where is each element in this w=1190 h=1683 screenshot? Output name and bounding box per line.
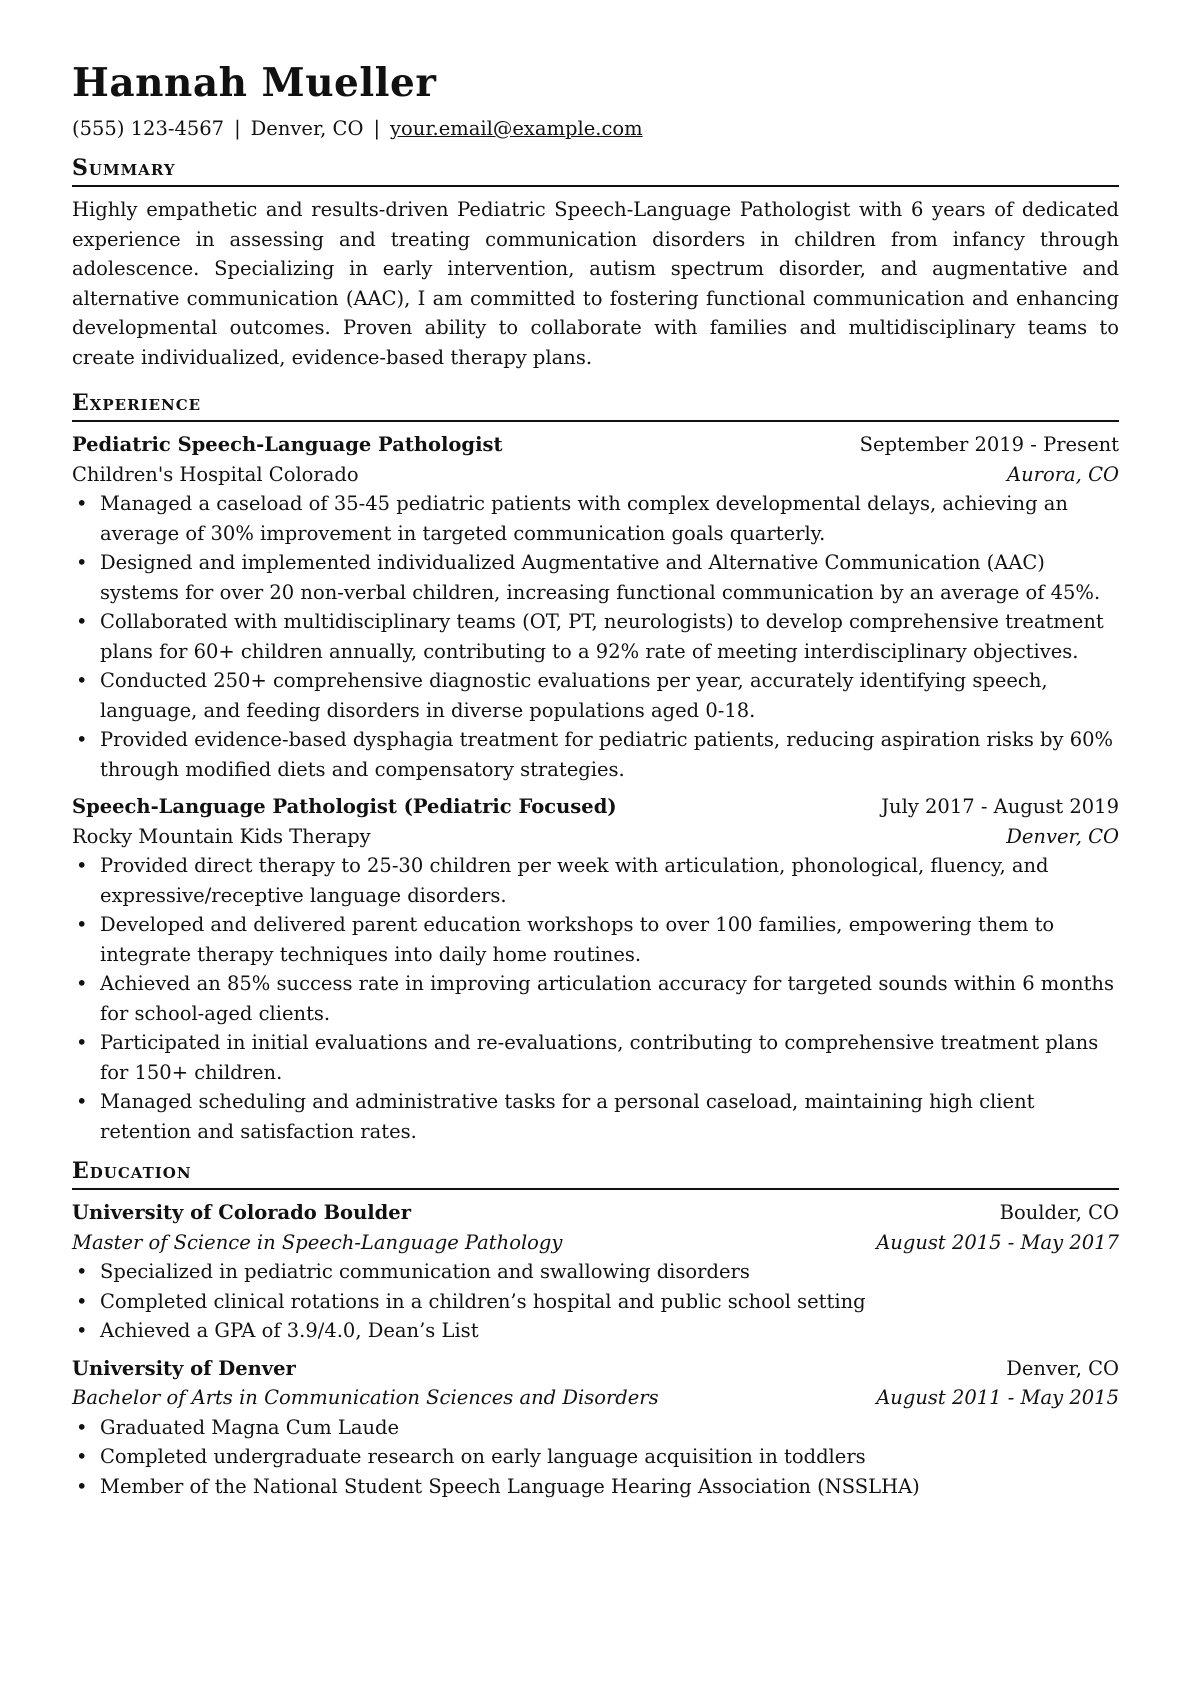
section-heading-experience: Experience <box>72 388 1119 422</box>
school-location: Boulder, CO <box>999 1201 1119 1224</box>
list-item: • Achieved a GPA of 3.9/4.0, Dean’s List <box>100 1316 1119 1346</box>
job-employer-row <box>72 460 1119 490</box>
education-entry <box>72 1198 1119 1346</box>
job-entry <box>72 430 1119 784</box>
list-item: • Provided direct therapy to 25-30 children per week with articulation, phonological, fluency, and expressive/receptive language disorders. <box>100 851 1119 910</box>
section-heading-summary: Summary <box>72 153 1119 187</box>
list-item: • Participated in initial evaluations and re-evaluations, contributing to comprehensive treatment plans for 150+ children. <box>100 1028 1119 1087</box>
section-heading-education: Education <box>72 1156 1119 1190</box>
school-header-row <box>72 1198 1119 1228</box>
phone-number: (555) 123-4567 <box>72 117 225 140</box>
contact-line <box>72 115 1119 143</box>
contact-separator: | <box>234 117 241 140</box>
list-item: • Managed scheduling and administrative tasks for a personal caseload, maintaining high client retention and satisfaction rates. <box>100 1087 1119 1146</box>
job-entry <box>72 792 1119 1146</box>
list-item: • Completed clinical rotations in a children’s hospital and public school setting <box>100 1287 1119 1317</box>
employer-name: Rocky Mountain Kids Therapy <box>72 824 371 848</box>
job-bullet-list <box>72 489 1119 784</box>
school-name: University of Denver <box>72 1356 296 1380</box>
list-item: • Developed and delivered parent education workshops to over 100 families, empowering them to integrate therapy techniques into daily home routines. <box>100 910 1119 969</box>
list-item: • Graduated Magna Cum Laude <box>100 1413 1119 1443</box>
job-bullet-list <box>72 851 1119 1146</box>
list-item: • Member of the National Student Speech Language Hearing Association (NSSLHA) <box>100 1472 1119 1502</box>
degree-name: Master of Science in Speech-Language Pathology <box>72 1230 563 1254</box>
education-section <box>72 1156 1119 1501</box>
degree-name: Bachelor of Arts in Communication Sciences and Disorders <box>72 1386 659 1409</box>
job-dates: September 2019 - Present <box>859 433 1119 456</box>
list-item: • Conducted 250+ comprehensive diagnostic evaluations per year, accurately identifying speech, language, and feeding disorders in diverse populations aged 0-18. <box>100 666 1119 725</box>
education-entry <box>72 1354 1119 1502</box>
school-name: University of Colorado Boulder <box>72 1201 411 1224</box>
job-dates: July 2017 - August 2019 <box>881 795 1119 818</box>
list-item: • Achieved an 85% success rate in improving articulation accuracy for targeted sounds within 6 months for school-aged clients. <box>100 969 1119 1028</box>
job-title: Pediatric Speech-Language Pathologist <box>72 433 503 456</box>
list-item: • Designed and implemented individualized Augmentative and Alternative Communication (AAC) systems for over 20 non-verbal children, increasing functional communication by an average of 45%. <box>100 548 1119 607</box>
degree-row <box>72 1383 1119 1413</box>
experience-section <box>72 388 1119 1146</box>
job-location: Aurora, CO <box>1007 462 1119 486</box>
list-item: • Specialized in pediatric communication and swallowing disorders <box>100 1257 1119 1287</box>
job-employer-row <box>72 822 1119 852</box>
job-header-row <box>72 792 1119 822</box>
job-location: Denver, CO <box>1006 824 1119 848</box>
degree-dates: August 2015 - May 2017 <box>876 1230 1119 1254</box>
candidate-name: Hannah Mueller <box>72 60 437 106</box>
education-bullet-list <box>72 1413 1119 1502</box>
list-item: • Completed undergraduate research on early language acquisition in toddlers <box>100 1442 1119 1472</box>
summary-section <box>72 153 1119 372</box>
contact-separator: | <box>373 117 381 140</box>
list-item: • Managed a caseload of 35-45 pediatric patients with complex developmental delays, achieving an average of 30% improvement in targeted communication goals quarterly. <box>100 489 1119 548</box>
job-header-row <box>72 430 1119 460</box>
job-title: Speech-Language Pathologist (Pediatric Focused) <box>72 795 617 818</box>
summary-text: Highly empathetic and results-driven Pediatric Speech-Language Pathologist with 6 years of dedicated experience in assessing and treating communication disorders in children from infancy through adolescence. Specializing in early intervention, autism spectrum disorder, and augmentative and alternative communication (AAC), I am committed to fostering functional communication and enhancing developmental outcomes. Proven ability to collaborate with families and multidisciplinary teams to create individualized, evidence-based therapy plans. <box>72 198 1119 369</box>
education-bullet-list <box>72 1257 1119 1346</box>
list-item: • Collaborated with multidisciplinary teams (OT, PT, neurologists) to develop comprehensive treatment plans for 60+ children annually, contributing to a 92% rate of meeting interdisciplinary objectives. <box>100 607 1119 666</box>
location: Denver, CO <box>250 117 364 140</box>
employer-name: Children's Hospital Colorado <box>72 462 359 486</box>
list-item: • Provided evidence-based dysphagia treatment for pediatric patients, reducing aspiration risks by 60% through modified diets and compensatory strategies. <box>100 725 1119 784</box>
degree-row <box>72 1228 1119 1258</box>
email-link[interactable]: your.email@example.com <box>390 117 643 140</box>
school-header-row <box>72 1354 1119 1384</box>
degree-dates: August 2011 - May 2015 <box>876 1386 1119 1409</box>
school-location: Denver, CO <box>1006 1356 1119 1380</box>
